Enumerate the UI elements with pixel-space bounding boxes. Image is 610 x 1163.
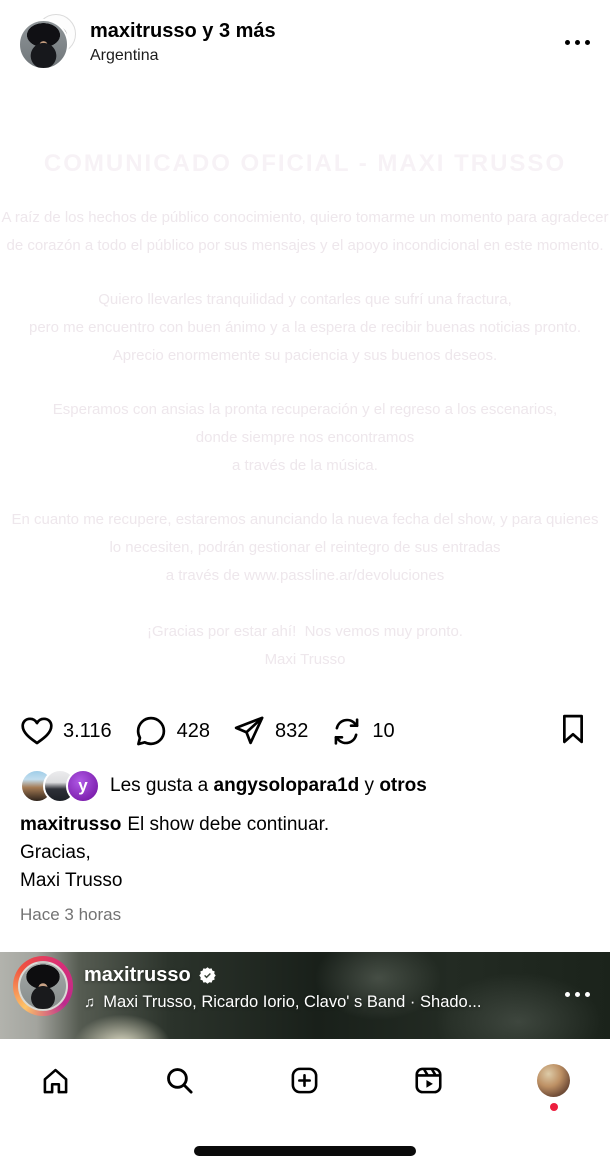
verified-badge-icon: [198, 966, 217, 985]
likes-prefix: Les gusta a: [110, 775, 209, 796]
repost-icon[interactable]: [330, 715, 363, 748]
liker-username[interactable]: angysolopara1d: [213, 775, 360, 796]
nav-home-icon[interactable]: [40, 1065, 71, 1096]
action-bar: [0, 695, 610, 767]
statement-line: donde siempre nos encontramos: [195, 429, 415, 446]
post-header: [0, 0, 610, 84]
liker-avatar-3: [66, 769, 100, 803]
indicator-area: [0, 1122, 610, 1163]
liker-avatars[interactable]: [20, 769, 100, 803]
reel-music-row[interactable]: [84, 993, 481, 1012]
caption-line-1: [20, 811, 590, 839]
more-options-icon[interactable]: [563, 34, 592, 51]
person-icon: [31, 642, 53, 664]
post-author-avatar[interactable]: [18, 14, 76, 70]
statement-line: Maxi Trusso: [264, 651, 346, 668]
statement-line: Esperamos con ansias la pronta recuperación y el regreso a los escenarios,: [52, 401, 558, 418]
caption-line-3: Maxi Trusso: [20, 870, 123, 891]
bookmark-icon[interactable]: [556, 712, 590, 751]
story-ring-avatar[interactable]: [13, 956, 73, 1016]
nav-create-icon[interactable]: [289, 1065, 320, 1096]
share-icon[interactable]: [232, 714, 266, 748]
statement-paragraph: [0, 286, 610, 370]
statement-line: lo necesiten, podrán gestionar el reintegro de sus entradas: [109, 539, 501, 556]
statement-line: pero me encuentro con buen ánimo y a la espera de recibir buenas noticias pronto.: [28, 319, 581, 336]
likes-row: [0, 767, 610, 803]
caption-username[interactable]: maxitrusso: [20, 814, 122, 835]
statement-line: En cuanto me recupere, estaremos anunciando la nueva fecha del show, y para quienes: [11, 511, 599, 528]
comment-icon[interactable]: [134, 714, 168, 748]
bottom-nav: [0, 1039, 610, 1122]
post-author-username[interactable]: maxitrusso y 3 más: [90, 19, 276, 42]
reel-meta: [84, 964, 481, 1012]
statement-paragraph: [0, 396, 610, 480]
reel-username[interactable]: maxitrusso: [84, 964, 191, 986]
post-location[interactable]: Argentina: [90, 46, 159, 64]
statement-title: COMUNICADO OFICIAL - MAXI TRUSSO: [43, 150, 567, 177]
statement-line: A raíz de los hechos de público conocimiento, quiero tomarme un momento para agradecer: [1, 209, 609, 226]
notification-dot: [550, 1103, 558, 1111]
profile-avatar-image: [537, 1064, 570, 1097]
repost-count[interactable]: 10: [372, 719, 395, 742]
likes-text: [110, 775, 427, 797]
likes-conjunction: y: [364, 775, 375, 796]
tagged-people-icon[interactable]: [22, 633, 62, 673]
liker-logo-letter: y: [78, 776, 88, 795]
statement-line: a través de la música.: [232, 457, 378, 474]
home-indicator[interactable]: [194, 1146, 416, 1156]
caption-line-2: Gracias,: [20, 842, 91, 863]
statement-line: ¡Gracias por estar ahí! Nos vemos muy pronto.: [147, 623, 463, 640]
reel-author-avatar-image: [18, 961, 68, 1011]
caption: [0, 803, 610, 895]
statement-paragraph: [0, 506, 610, 590]
nav-search-icon[interactable]: [164, 1065, 195, 1096]
post-header-text: [90, 19, 276, 66]
statement-line: Quiero llevarles tranquilidad y contarles que sufrí una fractura,: [98, 291, 512, 308]
statement-closing: [0, 618, 610, 674]
statement-line: de corazón a todo el público por sus mensajes y el apoyo incondicional en este momento.: [6, 237, 604, 254]
likes-others[interactable]: otros: [379, 775, 427, 796]
music-note-icon: ♫: [84, 994, 96, 1011]
caption-text: El show debe continuar.: [127, 814, 330, 835]
reel-more-options-icon[interactable]: [563, 986, 592, 1003]
statement-line: a través de www.passline.ar/devoluciones: [165, 567, 445, 584]
reel-music-title: Maxi Trusso, Ricardo Iorio, Clavo' s Band · Shado...: [103, 993, 482, 1011]
statement-paragraph: [0, 204, 610, 260]
share-count[interactable]: 832: [274, 719, 309, 742]
nav-profile-avatar[interactable]: [537, 1064, 570, 1097]
nav-reels-icon[interactable]: [413, 1065, 444, 1096]
author-avatar-image: [18, 19, 69, 70]
comment-count[interactable]: 428: [176, 719, 210, 742]
statement-line: Aprecio enormemente su paciencia y sus buenos deseos.: [112, 347, 498, 364]
like-icon[interactable]: [20, 714, 54, 748]
post-image[interactable]: [0, 84, 610, 695]
post-timestamp: Hace 3 horas: [20, 905, 122, 924]
next-post-video[interactable]: [0, 952, 610, 1039]
like-count[interactable]: 3.116: [63, 719, 112, 742]
